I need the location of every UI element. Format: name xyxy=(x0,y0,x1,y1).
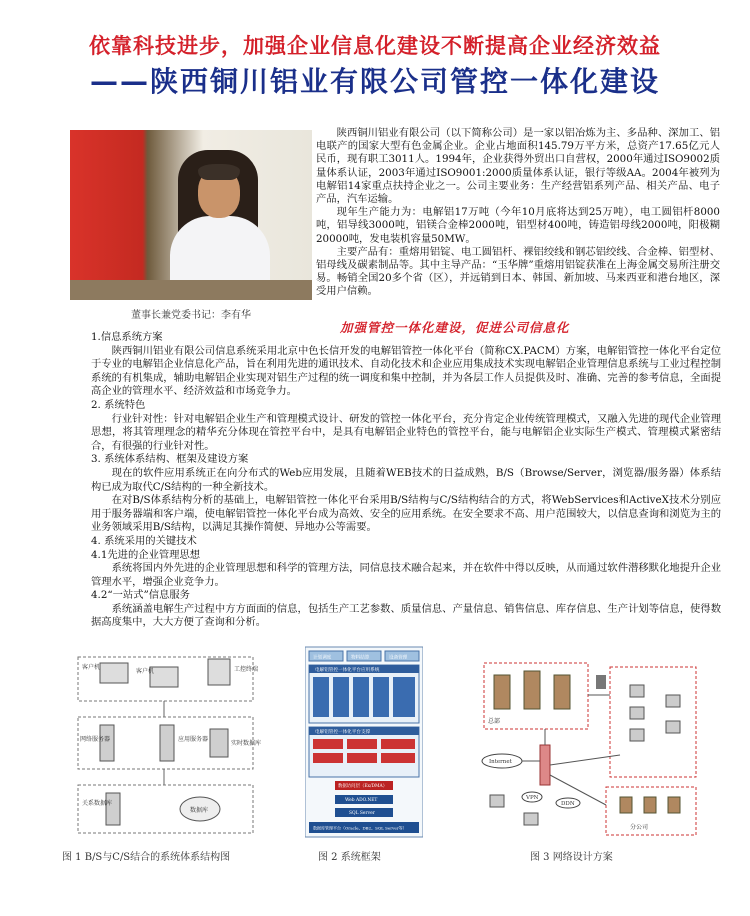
figure3-network-diagram xyxy=(480,645,702,840)
tab-label: 物料结算 xyxy=(351,655,370,661)
figure3-caption: 图 3 网络设计方案 xyxy=(530,852,613,863)
panel2-title: 电解铝管控一体化平台支撑 xyxy=(315,730,371,735)
server-icon xyxy=(554,675,570,709)
section-heading: 4.1先进的企业管理思想 xyxy=(91,548,201,561)
panel1-title: 电解铝管控一体化平台应用系统 xyxy=(315,668,380,673)
intro-paragraph: 现年生产能力为：电解铝17万吨（今年10月底将达到25万吨），电工圆铝杆8000吨，铝导线3000吨，铝镁合金棒2000吨，铝型材400吨，铸造铝母线2000吨，阳极糊20000吨，发电装机容量50MW。 xyxy=(316,206,720,245)
bar2-label: Web ADO.NET xyxy=(345,798,378,803)
branch-server-icon xyxy=(620,797,632,813)
branch-label: 分公司 xyxy=(630,824,649,831)
section-paragraph: 系统将国内外先进的企业管理思想和科学的管理方法，同信息技术融合起来，并在软件中得以反映，从而通过软件潜移默化地提升企业管理水平，增强企业竞争力。 xyxy=(91,562,721,588)
client-monitor-icon xyxy=(150,667,178,687)
server-icon xyxy=(160,725,174,761)
server-icon xyxy=(494,675,510,709)
client1-label: 客户机 xyxy=(82,664,101,671)
db-server-icon xyxy=(106,793,120,825)
client-monitor-icon xyxy=(100,663,128,683)
intro-text xyxy=(316,127,720,299)
figure1-architecture-diagram xyxy=(60,645,280,840)
section-paragraph: 在对B/S体系结构分析的基础上，电解铝管控一体化平台采用B/S结构与C/S结构结合的方式，将WebServices和ActiveX技术分别应用于服务器端和客户端，使电解铝管控一体化平台成为高效、安全的应用系统。在安全要求不高、用户范围较大，以信息查询和浏览为主的业务领域采用B/S结构，以满足其操作简便、异地办公等需要。 xyxy=(91,494,721,534)
figure1-caption: 图 1 B/S与C/S结合的系统体系结构图 xyxy=(62,852,231,863)
vpn-label: VPN xyxy=(526,795,539,801)
chairman-photo xyxy=(70,130,312,300)
intro-paragraph: 主要产品有：重熔用铝锭、电工圆铝杆、裸铝绞线和钢芯铝绞线、合金棒、铝型材、铝母线及碳素制品等。其中主导产品：“玉华牌”重熔用铝锭获准在上海金属交易所注册交易。畅销全国20多个省（区），并远销到日本、韩国、新加坡、马来西亚和港台地区，深受用户信赖。 xyxy=(316,245,720,298)
net-label: 网络服务器 xyxy=(80,736,111,743)
client-pc-icon xyxy=(524,813,538,825)
intro-paragraph: 陕西铜川铝业有限公司（以下简称公司）是一家以铝冶炼为主、多品种、深加工、铝电联产的国家大型有色金属企业。企业占地面积145.79万平方米，总资产17.65亿元人民币，现有职工3011人。1994年，企业获得外贸出口自营权，2000年通过ISO9002质量体系认证，2003年通过ISO9001:2000质量体系认证，银行等级AA。2004年被列为电解铝14家重点扶持企业之一。公司主要业务：生产经营铝系列产品、相关产品、电子产品，汽车运输。 xyxy=(316,127,720,206)
bar4-label: 数据库管理平台（Oracle、DB2、SQL Server等） xyxy=(313,825,407,831)
header-line2: ——陕西铜川铝业有限公司管控一体化建设 xyxy=(89,65,660,98)
slogan: 加强管控一体化建设，促进公司信息化 xyxy=(340,320,570,335)
section-heading: 2. 系统特色 xyxy=(91,398,146,411)
header-line1: 依靠科技进步，加强企业信息化建设不断提高企业经济效益 xyxy=(89,34,661,58)
db-label: 数据库 xyxy=(190,807,209,814)
router-icon xyxy=(596,675,606,689)
database-server-icon xyxy=(210,729,228,757)
client2-label: 客户机 xyxy=(136,668,155,675)
photo-caption: 董事长兼党委书记：李有华 xyxy=(131,310,251,321)
figure2-framework-diagram xyxy=(305,645,423,840)
firewall-icon xyxy=(540,745,550,785)
terminal-icon xyxy=(208,659,230,685)
bar3-label: SQL Server xyxy=(349,811,375,816)
section-heading: 4. 系统采用的关键技术 xyxy=(91,534,197,547)
tab-label: 计划调度 xyxy=(313,655,332,661)
workstation-label: 工控终端 xyxy=(234,666,259,673)
article-body xyxy=(91,331,721,630)
data-zone xyxy=(78,785,253,833)
section-paragraph: 现在的软件应用系统正在向分布式的Web应用发展，且随着WEB技术的日益成熟，B/S（Browse/Server，浏览器/服务器）体系结构已成为取代C/S结构的一种全新技术。 xyxy=(91,466,721,493)
internet-label: Internet xyxy=(489,759,512,765)
hq-label: 总部 xyxy=(488,718,501,725)
pc-icon xyxy=(666,721,680,733)
section-paragraph: 陕西铜川铝业有限公司信息系统采用北京中色长信开发的电解铝管控一体化平台（简称CX.PACM）方案，电解铝管控一体化平台定位于专业的电解铝企业信息化产品，旨在利用先进的通讯技术、自动化技术和企业应用集成技术实现电解铝企业管理信息系统与工业过程控制系统的有机集成，辅助电解铝企业实现对铝生产过程的统一调度和集中控制，并为各层工作人员提供及时、准确、完善的参考信息，全面提高企业的管理水平、经济效益和市场竞争力。 xyxy=(91,344,721,398)
branch-server-icon xyxy=(644,797,656,813)
rt-label: 实时数据库 xyxy=(231,740,262,747)
server-icon xyxy=(100,725,114,761)
section-paragraph: 系统涵盖电解生产过程中方方面面的信息，包括生产工艺参数、质量信息、产量信息、销售信息、库存信息、生产计划等信息，使得数据高度集中，大大方便了查询和分析。 xyxy=(91,602,721,629)
server-icon xyxy=(524,671,540,709)
ddn-label: DDN xyxy=(561,801,575,807)
section-heading: 1.信息系统方案 xyxy=(91,331,163,343)
tab-label: 设备管理 xyxy=(389,655,408,661)
section-heading: 3. 系统体系结构、框架及建设方案 xyxy=(91,453,249,466)
branch-zone xyxy=(610,667,696,777)
section-paragraph: 行业针对性：针对电解铝企业生产和管理模式设计、研发的管控一体化平台，充分肯定企业传统管理模式，又融入先进的现代企业管理思想，将其管理理念的精华充分体现在管控平台中，是具有电解铝企业特色的管控平台，能与电解铝企业实际生产模式、管理模式紧密结合，有很强的行业针对性。 xyxy=(91,412,721,452)
rdb-label: 关系数据库 xyxy=(82,800,113,807)
figure2-caption: 图 2 系统框架 xyxy=(318,852,381,863)
section-heading: 4.2“一站式”信息服务 xyxy=(91,589,190,602)
pc-icon xyxy=(630,685,644,697)
bar1-label: 数据访问层（Ex/DMA） xyxy=(338,784,388,789)
client-pc-icon xyxy=(490,795,504,807)
pc-icon xyxy=(666,695,680,707)
app-label: 应用服务器 xyxy=(178,736,209,743)
pc-icon xyxy=(630,729,644,741)
pc-icon xyxy=(630,707,644,719)
branch-server-icon xyxy=(668,797,680,813)
